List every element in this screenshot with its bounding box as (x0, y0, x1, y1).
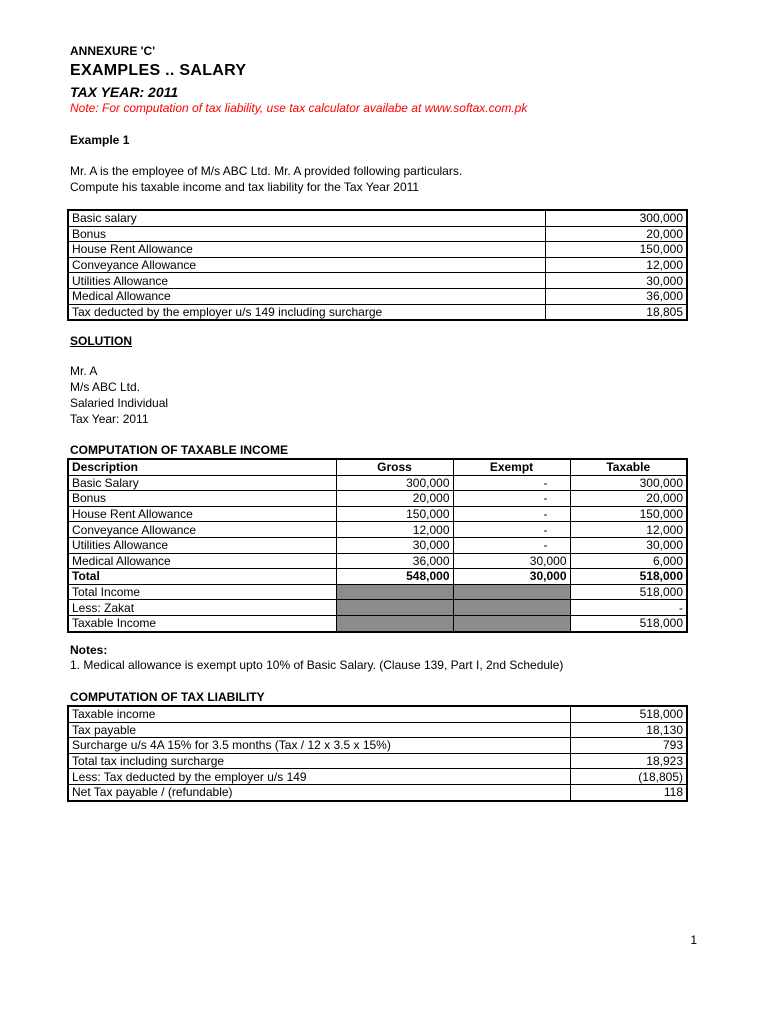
tax-liability-heading: COMPUTATION OF TAX LIABILITY (70, 690, 265, 704)
table-row: Total tax including surcharge 18,923 (68, 753, 687, 769)
annexure-label: ANNEXURE 'C' (70, 44, 156, 58)
table-row: Surcharge u/s 4A 15% for 3.5 months (Tax / 12 x 3.5 x 15%) 793 (68, 738, 687, 754)
table-header-row (68, 459, 687, 475)
table-row: Medical Allowance 36,000 30,000 6,000 (68, 553, 687, 569)
tax-year-heading: TAX YEAR: 2011 (70, 84, 179, 100)
notes-heading: Notes: (70, 643, 108, 657)
column-header: Description (68, 459, 336, 475)
solution-status: Salaried Individual (70, 396, 169, 410)
table-row: Medical Allowance 36,000 (68, 288, 687, 304)
particulars-table (67, 209, 688, 321)
table-row: Tax deducted by the employer u/s 149 including surcharge 18,805 (68, 304, 687, 320)
taxable-income-table (67, 458, 688, 633)
table-row: Bonus 20,000 - 20,000 (68, 491, 687, 507)
page-title: EXAMPLES .. SALARY (70, 62, 247, 79)
column-header: Gross (336, 459, 453, 475)
total-row: Total 548,000 30,000 518,000 (68, 569, 687, 585)
table-row: Utilities Allowance 30,000 - 30,000 (68, 537, 687, 553)
summary-row: Taxable Income 518,000 (68, 615, 687, 631)
table-row: Utilities Allowance 30,000 (68, 273, 687, 289)
solution-name: Mr. A (70, 364, 98, 378)
solution-heading: SOLUTION (70, 334, 132, 348)
example-intro-line-1: Mr. A is the employee of M/s ABC Ltd. Mr. A provided following particulars. (70, 164, 463, 178)
summary-row: Less: Zakat - (68, 600, 687, 616)
table-row: Conveyance Allowance 12,000 (68, 257, 687, 273)
summary-row: Total Income 518,000 (68, 584, 687, 600)
table-row: House Rent Allowance 150,000 (68, 242, 687, 258)
table-row: Taxable income 518,000 (68, 706, 687, 722)
column-header: Taxable (570, 459, 687, 475)
calculator-note: Note: For computation of tax liability, use tax calculator availabe at www.softax.com.pk (70, 101, 528, 115)
taxable-income-heading: COMPUTATION OF TAXABLE INCOME (70, 443, 288, 457)
solution-company: M/s ABC Ltd. (70, 380, 141, 394)
table-row: Conveyance Allowance 12,000 - 12,000 (68, 522, 687, 538)
page-number: 1 (690, 933, 697, 947)
column-header: Exempt (453, 459, 570, 475)
note-item-1: 1. Medical allowance is exempt upto 10% of Basic Salary. (Clause 139, Part I, 2nd Schedule) (70, 658, 564, 672)
table-row: Bonus 20,000 (68, 226, 687, 242)
table-row: Basic salary 300,000 (68, 210, 687, 226)
table-row: Less: Tax deducted by the employer u/s 149 (18,805) (68, 769, 687, 785)
example-intro-line-2: Compute his taxable income and tax liability for the Tax Year 2011 (70, 180, 420, 194)
table-row: Net Tax payable / (refundable) 118 (68, 784, 687, 800)
example-heading: Example 1 (70, 133, 130, 147)
solution-tax-year: Tax Year: 2011 (70, 412, 149, 426)
table-row: House Rent Allowance 150,000 - 150,000 (68, 506, 687, 522)
tax-liability-table (67, 705, 688, 802)
table-row: Tax payable 18,130 (68, 722, 687, 738)
table-row: Basic Salary 300,000 - 300,000 (68, 475, 687, 491)
